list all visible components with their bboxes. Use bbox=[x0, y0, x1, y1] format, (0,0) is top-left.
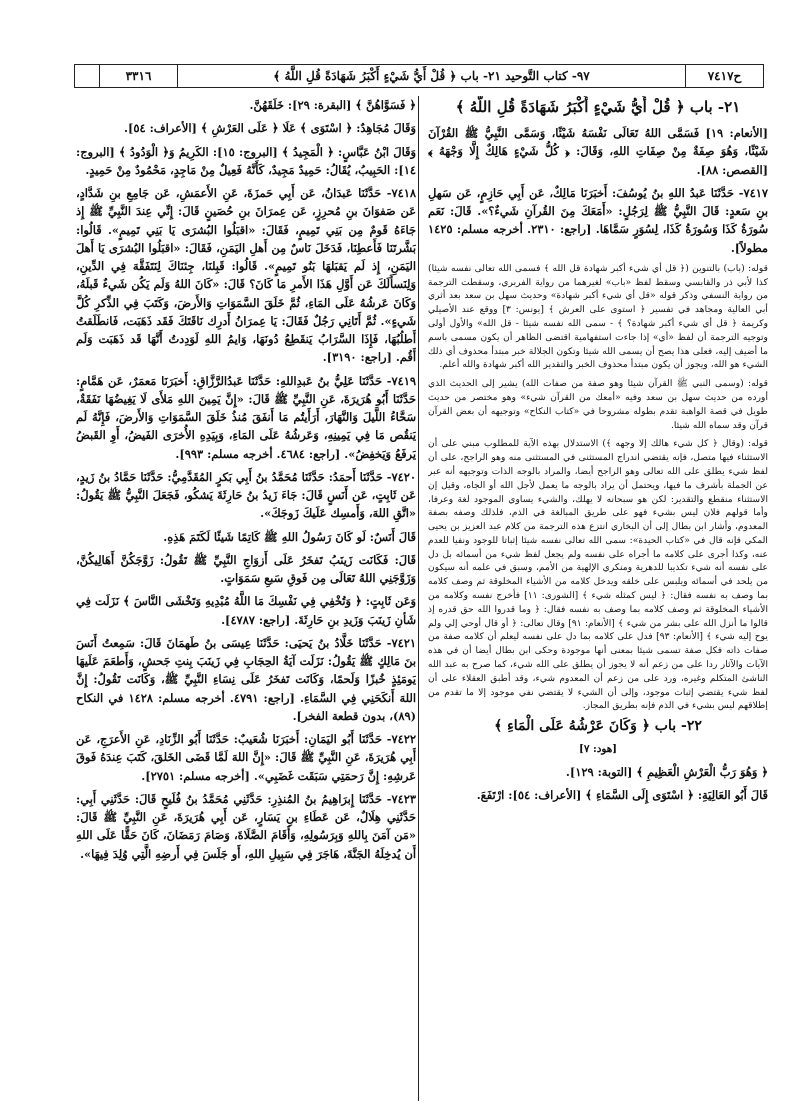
abul-aliya-quote: قَالَ أَبُو العَالِيَةِ: ﴿ اسْتَوَى إِلَى السَّمَاءِ ﴾ [الأعراف: ٥٤]: ارْتَفَعَ. bbox=[476, 788, 768, 803]
hadith-7420-thabit: وَعَن ثَابِتٍ: ﴿ وَتُخْفِي فِي نَفْسِكَ مَا اللَّهُ مُبْدِيهِ وَتَخْشَى النَّاسَ ﴾ نَزَلَت فِي شَأنِ زَينَبَ وَزَيدِ بنِ حَارِثَةَ. [راجع: ٤٧٨٧]. bbox=[76, 594, 416, 627]
hadith-7419: ٧٤١٩- حَدَّثَنَا عَلِيُّ بنُ عَبدِاللهِ: حَدَّثَنَا عَبدُالرَّزَّاقِ: أَخبَرَنَا مَعمَرٌ، عَن هَمَّامٍ: حَدَّثَنَا أَبُو هُرَيرَةَ، عَنِ النَّبِيِّ ﷺ قَالَ: «إِنَّ يَمِينَ اللهِ مَلأَى لَا يَغِيضُهَا نَفَقَةٌ، سَحَّاءُ اللَّيلَ وَالنَّهَارَ، أَرَأَيتُم مَا أَنفَقَ مُنذُ خَلَقَ السَّمَوَاتِ وَالأَرضَ، فَإِنَّهُ لَم يَنقُص مَا فِي يَمِينِهِ، وَعَرشُهُ عَلَى المَاءِ، وَبِيَدِهِ الأُخرَى الفَيضُ، أَوِ القَبضُ يَرفَعُ وَيَخفِضُ». [راجع: ٤٦٨٤. أخرجه مسلم: ٩٩٣]. bbox=[76, 373, 416, 461]
header-blank-cell bbox=[75, 65, 99, 87]
hadith-7423: ٧٤٢٣- حَدَّثَنَا إِبرَاهِيمُ بنُ المُنذِرِ: حَدَّثَنِي مُحَمَّدُ بنُ فُلَيحٍ قَالَ: حَدَّثَنِي أَبِي: حَدَّثَنِي هِلَالٌ، عَن عَطَاءِ بنِ يَسَارٍ، عَن أَبِي هُرَيرَةَ، عَنِ النَّبِيِّ ﷺ قَالَ: «مَن آمَنَ بِاللهِ وَبِرَسُولِهِ، وَأَقَامَ الصَّلَاةَ، وَصَامَ رَمَضَانَ، كَانَ حَقًّا عَلَى اللهِ أَن يُدخِلَهُ الجَنَّةَ، هَاجَرَ فِي سَبِيلِ اللهِ، أَو جَلَسَ فِي أَرضِهِ الَّتِي وُلِدَ فِيهَا». bbox=[76, 791, 416, 861]
chapter-22-heading: ٢٢- باب ﴿ وَكَانَ عَرْشُهُ عَلَى الْمَاءِ ﴾ bbox=[494, 718, 702, 735]
right-column bbox=[428, 96, 768, 1101]
commentary-1: قوله: (باب) بالتنوين (﴿ قل أي شيء أكبر شهادة قل الله ﴾ فسمى الله تعالى نفسه شيئا) كذا لأبي ذر والقابسي وسقط لفظ «باب» لغيرهما من رواية الفربري، وسقطت الترجمة من رواية النسفي وذكر قوله «قل أي شيء أكبر شهادة» وحديث سهل بن سعد بعد أثري أبي العالية ومجاهد في تفسير ﴿ استوى على العرش ﴾ [يونس: ٣] ووقع عند الأصيلي وكريمة ﴿ قل أي شيء أكبر شهادة؟ ﴾ - سمى الله نفسه شيئا - قل الله» والأول أولى وتوجيه الترجمة أن لفظ «أي» إذا جاءت استفهامية اقتضى الظاهر أن يكون مسمى باسم ما أضيف إليه، فعلى هذا يصح أن يسمى الله شيئا وتكون الجلالة خبر مبتدأ محذوف أي ذلك الشيء هو الله، ويجوز أن يكون مبتدأ محذوف الخبر والتقدير الله أكبر شهادة والله أعلم. bbox=[428, 262, 768, 371]
header-page-number: ٣٣١٦ bbox=[99, 65, 177, 87]
left-column bbox=[76, 96, 416, 1101]
header-hadith-number: ح٧٤١٧ bbox=[685, 65, 763, 87]
running-header bbox=[74, 64, 764, 88]
commentary-2: قوله: (وسمى النبي ﷺ القرآن شيئا وهو صفة من صفات الله) يشير إلى الحديث الذي أورده من حديث سهل بن سعد وفيه «أمعك من القرآن شيء» وهو مختصر من حديث طويل في قصة الواهبة تقدم بطوله مشروحا في «كتاب النكاح» وتوجيهه أن بعض القرآن قرآن وقد سماه الله شيئا. bbox=[428, 378, 768, 431]
hadith-7422: ٧٤٢٢- حَدَّثَنَا أَبُو اليَمَانِ: أَخبَرَنَا شُعَيبٌ: حَدَّثَنَا أَبُو الزِّنَادِ، عَنِ الأَعرَجِ، عَن أَبِي هُرَيرَةَ، عَنِ النَّبِيِّ ﷺ قَالَ: «إِنَّ اللهَ لَمَّا قَضَى الخَلقَ، كَتَبَ عِندَهُ فَوقَ عَرشِهِ: إِنَّ رَحمَتِي سَبَقَت غَضَبِي». [أخرجه مسلم: ٢٧٥١]. bbox=[76, 732, 416, 783]
chapter-21-heading: ٢١- باب ﴿ قُلْ أَيُّ شَيْءٍ أَكْبَرُ شَهَادَةً قُلِ اللَّهُ ﴾ bbox=[455, 98, 741, 116]
chapter-22-verse: ﴿ وَهُوَ رَبُّ الْعَرْشِ الْعَظِيمِ ﴾ [التوبة: ١٢٩]. bbox=[565, 765, 768, 780]
commentary-3: قوله: (وقال ﴿ كل شيء هالك إلا وجهه ﴾) الاستدلال بهذه الآية للمطلوب مبني على أن الاستثناء فيها متصل، فإنه يقتضي اندراج المستثنى في المستثنى منه وهو الراجح، على أن لفظ شيء يطلق على الله تعالى وهو الراجح أيضا، والمراد بالوجه الذات وتوجيهه أنه عبر عن الجملة بأشرف ما فيها، ويحتمل أن يراد بالوجه ما يعمل لأجل الله أو الجاه، وقيل إن الاستثناء منقطع والتقدير: لكن هو سبحانه لا يهلك، والشيء يساوي الموجود لغة وعرفا، وأما قولهم فلان ليس بشيء فهو على طريق المبالغة في الذم، فلذلك وصفه بصفة المعدوم، وأشار ابن بطال إلى أن البخاري انتزع هذه الترجمة من كلام عبد العزيز بن يحيى المكي فإنه قال في «كتاب الحيدة»: سمى الله تعالى نفسه شيئا إثباتا للوجود ونفيا للعدم عنه، وكذا أجرى على كلامه ما أجراه على نفسه ولم يجعل لفظ شيء من أسمائه بل دل على نفسه أنه شيء تكذيبا للدهرية ومنكري الإلهية من الأمم، وسبق في علمه أنه سيكون من يلحد في أسمائه ويلبس على خلقه ويدخل كلامه من الأشياء المخلوقة ثم وصف كلامه بما وصف به نفسه فقال: ﴿ ليس كمثله شيء ﴾ [الشورى: ١١] فأخرج نفسه وكلامه من الأشياء المخلوقة ثم وصف كلامه بما وصف به نفسه فقال: ﴿ وما قدروا الله حق قدره إذ قالوا ما أنزل الله على بشر من شيء ﴾ [الأنعام: ٩١] وقال تعالى: ﴿ أو قال أوحي إلي ولم يوح إليه شيء ﴾ [الأنعام: ٩٣] فدل على كلامه بما دل على نفسه ليعلم أن كلامه صفة من صفات ذاته فكل صفة تسمى شيئا بمعنى أنها موجودة وحكى ابن بطال أيضا أن في هذه الآيات والآثار ردا على من زعم أنه لا يجوز أن يطلق على الله شيء، كما صرح به عبد الله الناشئ المتكلم وغيره، ورد على من زعم أن المعدوم شيء، وقد أطبق العقلاء على أن لفظ شيء يقتضي إثبات موجود، وإلى أن الشيء لا يقتضي نفي موجود إلا ما تقدم من إطلاقهم ليس بشيء في الذم فإنه بطريق المجاز. bbox=[428, 438, 768, 712]
hadith-7420-zaynab: قَالَ: فَكَانَت زَينَبُ تَفخَرُ عَلَى أَزوَاجِ النَّبِيِّ ﷺ تَقُولُ: زَوَّجَكُنَّ أَهَالِيكُنَّ، وَزَوَّجَنِي اللهُ تَعَالَى مِن فَوقِ سَبعِ سَمَوَاتٍ. bbox=[76, 552, 416, 585]
mujahid-quote: وَقَالَ مُجَاهِدٌ: ﴿ اسْتَوَى ﴾ عَلَا ﴿ عَلَى العَرْشِ ﴾ [الأعراف: ٥٤]. bbox=[124, 121, 416, 136]
hadith-7421: ٧٤٢١- حَدَّثَنَا خَلَّادُ بنُ يَحيَى: حَدَّثَنَا عِيسَى بنُ طَهمَانَ قَالَ: سَمِعتُ أَنَسَ بنَ مَالِكٍ ﷺ يَقُولُ: نَزَلَت آيَةُ الحِجَابِ فِي زَينَبَ بِنتِ جَحشٍ، وَأَطعَمَ عَلَيهَا يَومَئِذٍ خُبزًا وَلَحمًا، وَكَانَت تَفخَرُ عَلَى نِسَاءِ النَّبِيِّ ﷺ، وَكَانَت تَقُولُ: إِنَّ اللهَ أَنكَحَنِي فِي السَّمَاءِ. [راجع: ٤٧٩١. أخرجه مسلم: ١٤٢٨ في النكاح (٨٩)، بدون قطعة الفخر]. bbox=[76, 635, 416, 723]
column-divider bbox=[418, 96, 419, 1101]
chapter-22-reference: [هود: ٧] bbox=[579, 743, 617, 756]
chapter-21-intro: [الأنعام: ١٩] فَسَمَّى اللهُ تَعَالَى نَفْسَهُ شَيْئًا، وَسَمَّى النَّبِيُّ ﷺ القُرْآنَ شَيْئًا، وَهُوَ صِفَةٌ مِنْ صِفَاتِ اللهِ، وَقَالَ: ﴿ كُلُّ شَيْءٍ هَالِكٌ إِلَّا وَجْهَهُ ﴾ [القصص: ٨٨]. bbox=[428, 126, 768, 177]
hadith-7417: ٧٤١٧- حَدَّثَنَا عَبدُ اللهِ بنُ يُوسُفَ: أَخبَرَنَا مَالِكٌ، عَن أَبِي حَازِمٍ، عَن سَهلِ بنِ سَعدٍ: قَالَ النَّبِيُّ ﷺ لِرَجُلٍ: «أَمَعَكَ مِنَ القُرآنِ شَيءٌ؟». قَالَ: نَعَم سُورَةُ كَذَا وَسُورَةُ كَذَا، لِسُوَرٍ سَمَّاهَا. [راجع: ٢٣١٠. أخرجه مسلم: ١٤٢٥ مطولاً]. bbox=[428, 185, 768, 255]
ibn-abbas-quote: وَقَالَ ابْنُ عَبَّاسٍ: ﴿ الْمَجِيدُ ﴾ [البروج: ١٥]: الكَرِيمُ وَ﴿ الْوَدُودُ ﴾ [البروج: ١٤]: الحَبِيبُ، يُقَالُ: حَمِيدٌ مَجِيدٌ، كَأَنَّهُ فَعِيلٌ مِنْ مَاجِدٍ، مَحْمُودٌ مِنْ حَمِيدٍ. bbox=[76, 144, 416, 177]
hadith-7420: ٧٤٢٠- حَدَّثَنَا أَحمَدُ: حَدَّثَنَا مُحَمَّدُ بنُ أَبِي بَكرٍ المُقَدَّمِيُّ: حَدَّثَنَا حَمَّادُ بنُ زَيدٍ، عَن ثَابِتٍ، عَن أَنَسٍ قَالَ: جَاءَ زَيدُ بنُ حَارِثَةَ يَشكُو، فَجَعَلَ النَّبِيُّ ﷺ يَقُولُ: «اتَّقِ اللهَ، وَأَمسِك عَلَيكَ زَوجَكَ». bbox=[76, 469, 416, 521]
header-book-title: ٩٧- كتاب التَّوحيد ٢١- باب ﴿ قُلْ أَيُّ شَيْءٍ أَكْبَرُ شَهَادَةً قُلِ اللَّهُ ﴾ bbox=[177, 65, 685, 87]
verse-fasawwahunna: ﴿ فَسَوَّاهُنَّ ﴾ [البقرة: ٢٩]: خَلَقَهُنَّ. bbox=[249, 98, 416, 112]
hadith-7418: ٧٤١٨- حَدَّثَنَا عَبدَانُ، عَن أَبِي حَمزَةَ، عَنِ الأَعمَشِ، عَن جَامِعِ بنِ شَدَّادٍ، عَن صَفوَانَ بنِ مُحرِزٍ، عَن عِمرَانَ بنِ حُصَينٍ قَالَ: إِنِّي عِندَ النَّبِيِّ ﷺ إِذ جَاءَهُ قَومٌ مِن بَنِي تَمِيمٍ، فَقَالَ: «اقبَلُوا البُشرَى يَا بَنِي تَمِيمٍ». قَالُوا: بَشَّرتَنَا فَأَعطِنَا، فَدَخَلَ نَاسٌ مِن أَهلِ اليَمَنِ، فَقَالَ: «اقبَلُوا البُشرَى يَا أَهلَ اليَمَنِ، إِذ لَم يَقبَلهَا بَنُو تَمِيمٍ». قَالُوا: قَبِلنَا، جِئنَاكَ لِنَتَفَقَّهَ فِي الدِّينِ، وَلِنَسأَلَكَ عَن أَوَّلِ هَذَا الأَمرِ مَا كَانَ؟ قَالَ: «كَانَ اللهُ وَلَم يَكُن شَيءٌ قَبلَهُ، وَكَانَ عَرشُهُ عَلَى المَاءِ، ثُمَّ خَلَقَ السَّمَوَاتِ وَالأَرضَ، وَكَتَبَ فِي الذِّكرِ كُلَّ شَيءٍ». ثُمَّ أَتَانِي رَجُلٌ فَقَالَ: يَا عِمرَانُ أَدرِك نَاقَتَكَ فَقَد ذَهَبَت، فَانطَلَقتُ أَطلُبُهَا، فَإِذَا السَّرَابُ يَنقَطِعُ دُونَهَا، وَايمُ اللهِ لَوَدِدتُ أَنَّهَا قَد ذَهَبَت وَلَم أَقُم. [راجع: ٣١٩٠]. bbox=[76, 186, 416, 365]
hadith-7420-anas: قَالَ أَنَسٌ: لَو كَانَ رَسُولُ اللهِ ﷺ كَاتِمًا شَيئًا لَكَتَمَ هَذِهِ. bbox=[163, 529, 416, 544]
